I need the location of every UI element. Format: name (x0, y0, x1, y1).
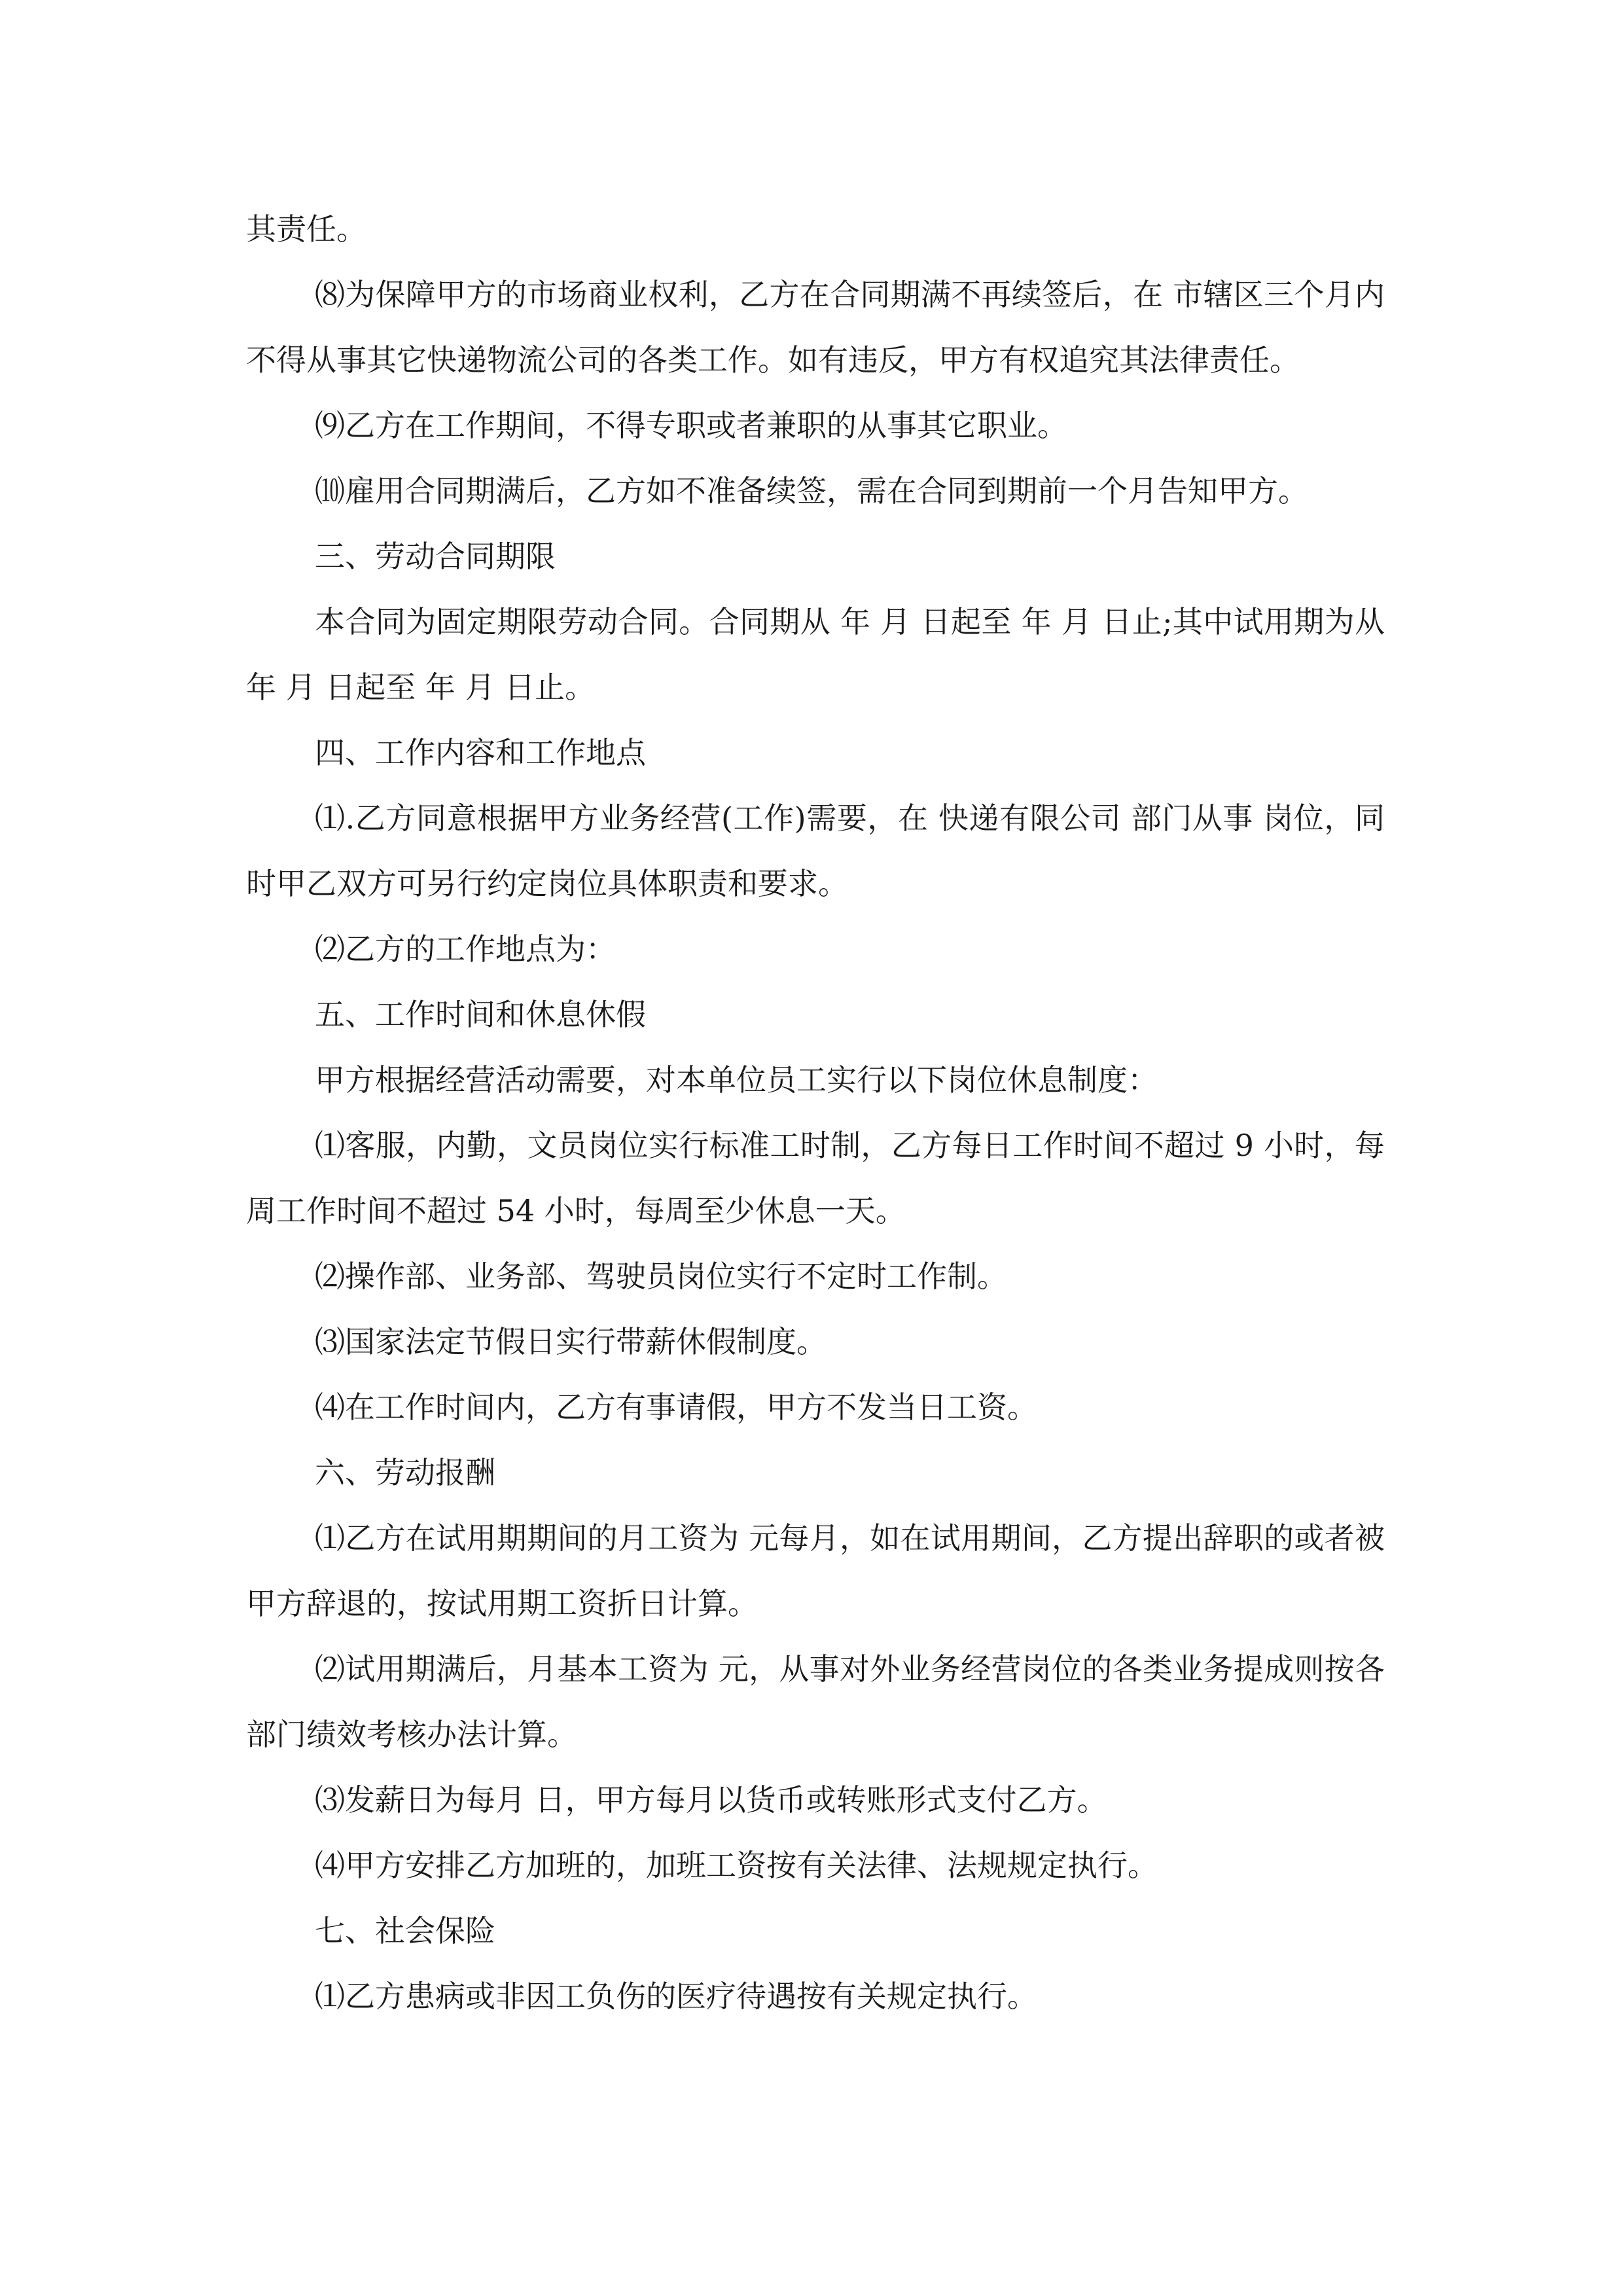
paragraph: ⑶国家法定节假日实行带薪休假制度。 (315, 1324, 827, 1359)
paragraph: ⑻为保障甲方的市场商业权利，乙方在合同期满不再续签后，在 市辖区三个月内不得从事其它快递物流公司的各类工作。如有违反，甲方有权追究其法律责任。 (246, 277, 1385, 378)
section-heading: 七、社会保险 (315, 1913, 495, 1948)
paragraph: 其责任。 (246, 211, 366, 247)
paragraph: ⑼乙方在工作期间，不得专职或者兼职的从事其它职业。 (315, 408, 1067, 443)
paragraph: 本合同为固定期限劳动合同。合同期从 年 月 日起至 年 月 日止;其中试用期为从 年 月 日起至 年 月 日止。 (246, 604, 1385, 705)
paragraph: ⑽雇用合同期满后，乙方如不准备续签，需在合同到期前一个月告知甲方。 (315, 473, 1308, 509)
paragraph: ⑵试用期满后，月基本工资为 元，从事对外业务经营岗位的各类业务提成则按各部门绩效考核办法计算。 (246, 1651, 1385, 1752)
paragraph: ⑷在工作时间内，乙方有事请假，甲方不发当日工资。 (315, 1390, 1037, 1425)
section-heading: 六、劳动报酬 (315, 1455, 495, 1490)
paragraph: ⑴客服，内勤，文员岗位实行标准工时制，乙方每日工作时间不超过 9 小时，每周工作时间不超过 54 小时，每周至少休息一天。 (246, 1128, 1385, 1229)
paragraph: ⑴乙方患病或非因工负伤的医疗待遇按有关规定执行。 (315, 1979, 1037, 2014)
paragraph: ⑷甲方安排乙方加班的，加班工资按有关法律、法规规定执行。 (315, 1848, 1158, 1883)
paragraph: ⑵操作部、业务部、驾驶员岗位实行不定时工作制。 (315, 1259, 1007, 1294)
paragraph: ⑴乙方在试用期期间的月工资为 元每月，如在试用期间，乙方提出辞职的或者被甲方辞退的，按试用期工资折日计算。 (246, 1520, 1385, 1621)
document-body (246, 196, 1385, 2029)
section-heading: 三、劳动合同期限 (315, 539, 556, 574)
section-heading: 五、工作时间和休息休假 (315, 997, 646, 1032)
paragraph: ⑵乙方的工作地点为： (315, 931, 616, 967)
section-heading: 四、工作内容和工作地点 (315, 735, 646, 770)
paragraph: ⑶发薪日为每月 日，甲方每月以货币或转账形式支付乙方。 (315, 1782, 1107, 1818)
paragraph: 甲方根据经营活动需要，对本单位员工实行以下岗位休息制度： (315, 1062, 1158, 1098)
paragraph: ⑴.乙方同意根据甲方业务经营(工作)需要，在 快递有限公司 部门从事 岗位，同时甲乙双方可另行约定岗位具体职责和要求。 (246, 800, 1385, 901)
